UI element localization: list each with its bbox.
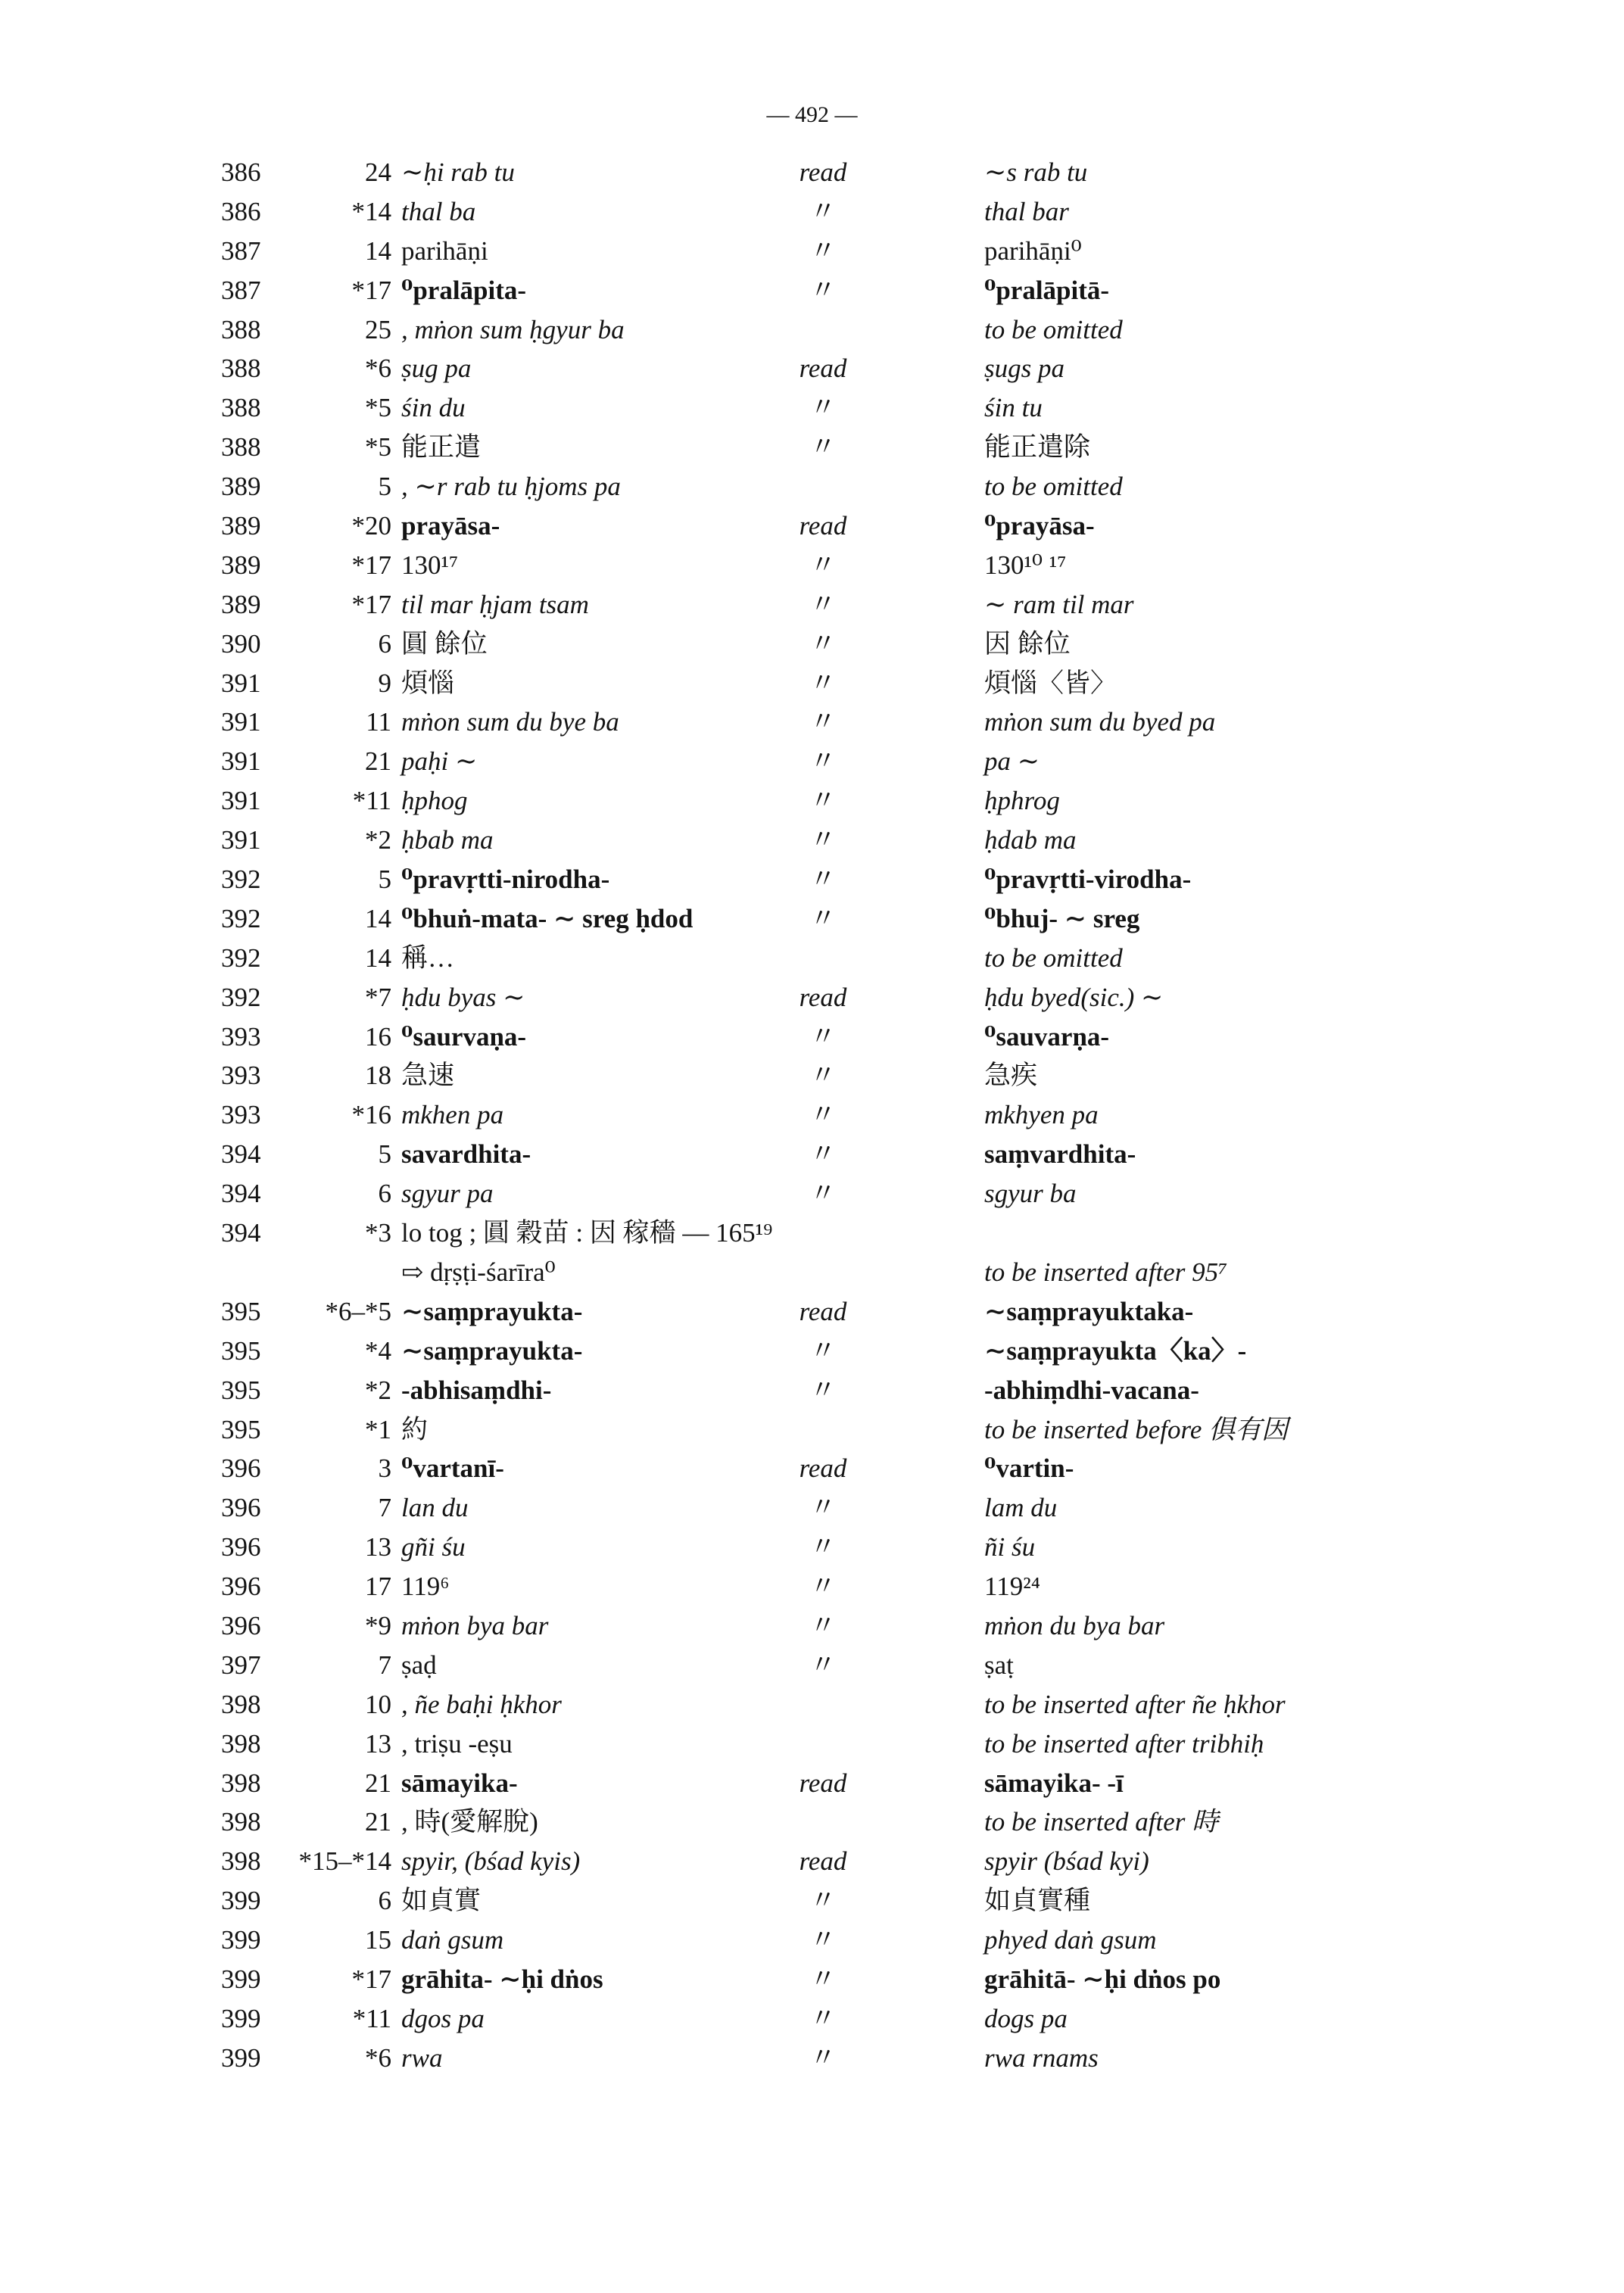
line-number-cell: *17: [351, 589, 391, 619]
wrong-reading-cell: til mar ḥjam tsam: [401, 589, 589, 619]
wrong-reading-cell: ḥdu byas ∼: [401, 982, 525, 1012]
wrong-reading-cell: lan du: [401, 1493, 469, 1523]
errata-row: [0, 388, 1624, 428]
errata-row: [0, 232, 1624, 271]
correct-reading-cell: 如貞實種: [984, 1886, 1091, 1916]
read-mark-cell: read: [799, 1296, 847, 1326]
read-mark-cell: read: [799, 1846, 847, 1877]
correct-reading-cell: rwa rnams: [984, 2042, 1099, 2073]
correct-reading-cell: to be omitted: [984, 942, 1123, 973]
errata-row: [0, 1528, 1624, 1567]
page-number-cell: 386: [221, 157, 261, 187]
read-mark-cell: read: [799, 1768, 847, 1798]
line-number-cell: *3: [365, 1218, 391, 1248]
page-number-cell: 392: [221, 865, 261, 895]
errata-row: [0, 546, 1624, 585]
correct-reading-cell: ḥphrog: [984, 786, 1060, 816]
correct-reading-cell: 能正遣除: [984, 432, 1091, 463]
line-number-cell: *6: [365, 354, 391, 384]
errata-row: [0, 1724, 1624, 1764]
correct-reading-cell: ∼saṃprayuktaka-: [984, 1296, 1194, 1326]
page-number-cell: 389: [221, 550, 261, 580]
correct-reading-cell: saṃvardhita-: [984, 1139, 1136, 1170]
wrong-reading-cell: ∼saṃprayukta-: [401, 1296, 583, 1326]
page-number-cell: 398: [221, 1846, 261, 1877]
page-number-cell: 399: [221, 1964, 261, 1994]
read-mark-cell: 〃: [809, 196, 837, 226]
read-mark-cell: 〃: [809, 1021, 837, 1051]
read-mark-cell: read: [799, 982, 847, 1012]
errata-row: [0, 1842, 1624, 1881]
page-number-cell: 391: [221, 786, 261, 816]
wrong-reading-cell: sāmayika-: [401, 1768, 518, 1798]
wrong-reading-cell: ⁰saurvaṇa-: [401, 1021, 527, 1051]
errata-row: [0, 1174, 1624, 1213]
errata-row: [0, 153, 1624, 192]
read-mark-cell: 〃: [809, 1532, 837, 1562]
page-number-cell: 392: [221, 903, 261, 933]
correct-reading-cell: grāhitā- ∼ḥi dṅos po: [984, 1964, 1221, 1994]
correct-reading-cell: 130¹⁰ ¹⁷: [984, 550, 1067, 580]
correct-reading-cell: ∼saṃprayukta〈ka〉-: [984, 1335, 1247, 1366]
read-mark-cell: 〃: [809, 432, 837, 463]
line-number-cell: *4: [365, 1335, 391, 1366]
page-number-cell: 388: [221, 314, 261, 344]
page-number-cell: 391: [221, 707, 261, 737]
wrong-reading-cell: -abhisaṃdhi-: [401, 1375, 552, 1405]
errata-row: [0, 1567, 1624, 1606]
page-number-cell: 394: [221, 1139, 261, 1170]
line-number-cell: *7: [365, 982, 391, 1012]
errata-row: [0, 271, 1624, 310]
wrong-reading-cell: 如貞實: [401, 1886, 482, 1916]
correct-reading-cell: phyed daṅ gsum: [984, 1925, 1157, 1955]
correct-reading-cell: ⁰sauvarṇa-: [984, 1021, 1110, 1051]
read-mark-cell: 〃: [809, 668, 837, 698]
wrong-reading-cell: ⁰vartanī-: [401, 1453, 504, 1484]
errata-row: [0, 1646, 1624, 1685]
wrong-reading-cell: sgyur pa: [401, 1179, 494, 1209]
line-number-cell: 16: [365, 1021, 391, 1051]
read-mark-cell: 〃: [809, 1335, 837, 1366]
correct-reading-cell: 煩惱〈皆〉: [984, 668, 1117, 698]
correct-reading-cell: ⁰pralāpitā-: [984, 275, 1110, 305]
errata-row: [0, 703, 1624, 742]
wrong-reading-cell: mṅon bya bar: [401, 1610, 549, 1640]
wrong-reading-cell: ⁰bhuṅ-mata- ∼ sreg ḥdod: [401, 903, 694, 933]
correct-reading-cell: mkhyen pa: [984, 1100, 1099, 1130]
line-number-cell: *17: [351, 550, 391, 580]
page-number-cell: 399: [221, 1925, 261, 1955]
line-number-cell: 5: [378, 1139, 391, 1170]
wrong-reading-cell: 煩惱: [401, 668, 455, 698]
page-number-cell: 399: [221, 1886, 261, 1916]
errata-row: [0, 939, 1624, 978]
wrong-reading-cell: ⁰pravṛtti-nirodha-: [401, 865, 610, 895]
page-number-cell: 389: [221, 472, 261, 502]
page-number-cell: 393: [221, 1061, 261, 1091]
page-number-cell: 389: [221, 511, 261, 541]
page-number-cell: 396: [221, 1610, 261, 1640]
errata-row: [0, 1253, 1624, 1292]
line-number-cell: 6: [378, 628, 391, 659]
page-number-cell: 388: [221, 432, 261, 463]
line-number-cell: 25: [365, 314, 391, 344]
wrong-reading-cell: 圓 餘位: [401, 628, 488, 659]
correct-reading-cell: śin tu: [984, 393, 1043, 423]
errata-row: [0, 506, 1624, 546]
read-mark-cell: 〃: [809, 1179, 837, 1209]
line-number-cell: *16: [351, 1100, 391, 1130]
page-number-cell: 388: [221, 393, 261, 423]
line-number-cell: 14: [365, 903, 391, 933]
errata-row: [0, 899, 1624, 939]
errata-row: [0, 1213, 1624, 1253]
correct-reading-cell: ∼ ram til mar: [984, 589, 1134, 619]
wrong-reading-cell: ṣaḍ: [401, 1650, 437, 1680]
read-mark-cell: 〃: [809, 865, 837, 895]
line-number-cell: 6: [378, 1886, 391, 1916]
errata-row: [0, 1332, 1624, 1371]
page-number-cell: 393: [221, 1021, 261, 1051]
line-number-cell: 21: [365, 1807, 391, 1837]
errata-row: [0, 1056, 1624, 1095]
errata-row: [0, 1606, 1624, 1646]
errata-row: [0, 2039, 1624, 2078]
page-number-cell: 398: [221, 1728, 261, 1759]
page-number-cell: 395: [221, 1375, 261, 1405]
correct-reading-cell: ⁰prayāsa-: [984, 511, 1095, 541]
page-number-cell: 387: [221, 275, 261, 305]
errata-row: [0, 1960, 1624, 1999]
read-mark-cell: 〃: [809, 1650, 837, 1680]
line-number-cell: 7: [378, 1650, 391, 1680]
correct-reading-cell: ⁰bhuj- ∼ sreg: [984, 903, 1140, 933]
errata-row: [0, 1135, 1624, 1174]
errata-row: [0, 1488, 1624, 1528]
read-mark-cell: 〃: [809, 275, 837, 305]
wrong-reading-cell: mṅon sum du bye ba: [401, 707, 619, 737]
page-number-cell: 387: [221, 235, 261, 266]
line-number-cell: 6: [378, 1179, 391, 1209]
wrong-reading-cell: prayāsa-: [401, 511, 500, 541]
line-number-cell: 24: [365, 157, 391, 187]
line-number-cell: 21: [365, 1768, 391, 1798]
errata-row: [0, 1292, 1624, 1332]
page-number-cell: 390: [221, 628, 261, 659]
read-mark-cell: 〃: [809, 1925, 837, 1955]
correct-reading-cell: to be omitted: [984, 314, 1123, 344]
line-number-cell: 13: [365, 1728, 391, 1759]
read-mark-cell: 〃: [809, 628, 837, 659]
read-mark-cell: 〃: [809, 550, 837, 580]
line-number-cell: *5: [365, 432, 391, 463]
wrong-reading-cell: daṅ gsum: [401, 1925, 504, 1955]
read-mark-cell: 〃: [809, 707, 837, 737]
correct-reading-cell: dogs pa: [984, 2003, 1068, 2033]
correct-reading-cell: lam du: [984, 1493, 1058, 1523]
wrong-reading-cell: ∼ḥi rab tu: [401, 157, 515, 187]
line-number-cell: *5: [365, 393, 391, 423]
page-number-cell: 391: [221, 746, 261, 777]
read-mark-cell: read: [799, 1453, 847, 1484]
line-number-cell: *9: [365, 1610, 391, 1640]
line-number-cell: 10: [365, 1689, 391, 1719]
errata-row: [0, 1921, 1624, 1960]
line-number-cell: 3: [378, 1453, 391, 1484]
line-number-cell: 5: [378, 472, 391, 502]
wrong-reading-cell: savardhita-: [401, 1139, 531, 1170]
page-number-cell: 396: [221, 1493, 261, 1523]
line-number-cell: 7: [378, 1493, 391, 1523]
errata-row: [0, 428, 1624, 467]
page-number-cell: 386: [221, 196, 261, 226]
correct-reading-cell: ḥdu byed(sic.) ∼: [984, 982, 1164, 1012]
wrong-reading-cell: , ñe baḥi ḥkhor: [401, 1689, 562, 1719]
read-mark-cell: 〃: [809, 1493, 837, 1523]
line-number-cell: *2: [365, 825, 391, 855]
errata-row: [0, 192, 1624, 232]
page-number-cell: 395: [221, 1296, 261, 1326]
wrong-reading-cell: grāhita- ∼ḥi dṅos: [401, 1964, 603, 1994]
line-number-cell: *14: [351, 196, 391, 226]
errata-row: [0, 1764, 1624, 1803]
page-number-cell: 388: [221, 354, 261, 384]
correct-reading-cell: to be inserted after tribhiḥ: [984, 1728, 1264, 1759]
correct-reading-cell: mṅon du bya bar: [984, 1610, 1165, 1640]
errata-row: [0, 1881, 1624, 1921]
line-number-cell: *1: [365, 1414, 391, 1444]
read-mark-cell: 〃: [809, 1572, 837, 1602]
correct-reading-cell: ñi śu: [984, 1532, 1036, 1562]
wrong-reading-cell: rwa: [401, 2042, 443, 2073]
wrong-reading-cell: ṣug pa: [401, 354, 472, 384]
wrong-reading-cell: , triṣu -eṣu: [401, 1728, 513, 1759]
errata-row: [0, 1449, 1624, 1488]
line-number-cell: 18: [365, 1061, 391, 1091]
line-number-cell: *15–*14: [298, 1846, 391, 1877]
line-number-cell: 17: [365, 1572, 391, 1602]
page-number-cell: 398: [221, 1768, 261, 1798]
page-number-cell: 395: [221, 1414, 261, 1444]
line-number-cell: *11: [352, 2003, 391, 2033]
page-number-cell: 394: [221, 1218, 261, 1248]
read-mark-cell: 〃: [809, 2003, 837, 2033]
correct-reading-cell: ∼s rab tu: [984, 157, 1088, 187]
correct-reading-cell: sgyur ba: [984, 1179, 1077, 1209]
wrong-reading-cell: ⁰pralāpita-: [401, 275, 527, 305]
errata-row: [0, 860, 1624, 899]
errata-row: [0, 349, 1624, 388]
page-number-cell: 396: [221, 1572, 261, 1602]
page-number-cell: 399: [221, 2042, 261, 2073]
page-number: — 492 —: [766, 102, 858, 127]
errata-row: [0, 821, 1624, 860]
wrong-reading-cell: spyir, (bśad kyis): [401, 1846, 581, 1877]
read-mark-cell: 〃: [809, 1964, 837, 1994]
wrong-reading-cell: ḥphog: [401, 786, 468, 816]
correct-reading-cell: to be inserted after 時: [984, 1807, 1219, 1837]
line-number-cell: 13: [365, 1532, 391, 1562]
line-number-cell: *17: [351, 275, 391, 305]
page-number-cell: 391: [221, 668, 261, 698]
wrong-reading-cell: , mṅon sum ḥgyur ba: [401, 314, 625, 344]
correct-reading-cell: ⁰vartin-: [984, 1453, 1074, 1484]
correct-reading-cell: 119²⁴: [984, 1572, 1040, 1602]
correct-reading-cell: ḥdab ma: [984, 825, 1077, 855]
wrong-reading-cell: 能正遣: [401, 432, 482, 463]
read-mark-cell: 〃: [809, 786, 837, 816]
read-mark-cell: 〃: [809, 1610, 837, 1640]
read-mark-cell: 〃: [809, 235, 837, 266]
wrong-reading-cell: 急速: [401, 1061, 455, 1091]
read-mark-cell: 〃: [809, 589, 837, 619]
line-number-cell: *17: [351, 1964, 391, 1994]
read-mark-cell: 〃: [809, 1139, 837, 1170]
correct-reading-cell: to be omitted: [984, 472, 1123, 502]
errata-row: [0, 664, 1624, 703]
line-number-cell: *2: [365, 1375, 391, 1405]
wrong-reading-cell: ∼saṃprayukta-: [401, 1335, 583, 1366]
wrong-reading-cell: 稱…: [401, 942, 455, 973]
line-number-cell: *20: [351, 511, 391, 541]
page-number-cell: 393: [221, 1100, 261, 1130]
correct-reading-cell: mṅon sum du byed pa: [984, 707, 1216, 737]
read-mark-cell: 〃: [809, 2042, 837, 2073]
wrong-reading-cell: gñi śu: [401, 1532, 466, 1562]
errata-row: [0, 1685, 1624, 1724]
correct-reading-cell: to be inserted after 95⁷: [984, 1257, 1228, 1287]
page-number-cell: 396: [221, 1532, 261, 1562]
read-mark-cell: read: [799, 354, 847, 384]
line-number-cell: *11: [352, 786, 391, 816]
correct-reading-cell: to be inserted before 俱有因: [984, 1414, 1289, 1444]
correct-reading-cell: pa ∼: [984, 746, 1040, 777]
page-number-cell: 391: [221, 825, 261, 855]
wrong-reading-cell: lo tog ; 圓 穀苗 : 因 稼穡 — 165¹⁹: [401, 1218, 773, 1248]
read-mark-cell: 〃: [809, 825, 837, 855]
correct-reading-cell: thal bar: [984, 196, 1069, 226]
correct-reading-cell: ṣugs pa: [984, 354, 1064, 384]
wrong-reading-cell: parihāṇi: [401, 235, 488, 266]
wrong-reading-cell: ḥbab ma: [401, 825, 494, 855]
page-number-cell: 399: [221, 2003, 261, 2033]
correct-reading-cell: ṣaṭ: [984, 1650, 1014, 1680]
wrong-reading-cell: ⇨ dṛṣṭi-śarīra⁰: [401, 1257, 556, 1287]
wrong-reading-cell: 119⁶: [401, 1572, 450, 1602]
read-mark-cell: 〃: [809, 1061, 837, 1091]
errata-row: [0, 585, 1624, 625]
correct-reading-cell: to be inserted after ñe ḥkhor: [984, 1689, 1286, 1719]
errata-row: [0, 781, 1624, 821]
wrong-reading-cell: thal ba: [401, 196, 476, 226]
page-number-cell: 398: [221, 1807, 261, 1837]
line-number-cell: 14: [365, 235, 391, 266]
errata-row: [0, 1095, 1624, 1135]
errata-row: [0, 742, 1624, 781]
errata-row: [0, 625, 1624, 664]
read-mark-cell: 〃: [809, 1375, 837, 1405]
errata-table: [0, 153, 1624, 2078]
wrong-reading-cell: , 時(愛解脫): [401, 1807, 538, 1837]
correct-reading-cell: parihāṇi⁰: [984, 235, 1082, 266]
errata-row: [0, 1371, 1624, 1410]
wrong-reading-cell: , ∼r rab tu ḥjoms pa: [401, 472, 621, 502]
page-number-cell: 397: [221, 1650, 261, 1680]
page-number-cell: 398: [221, 1689, 261, 1719]
page-number-cell: 392: [221, 942, 261, 973]
read-mark-cell: 〃: [809, 746, 837, 777]
correct-reading-cell: 急疾: [984, 1061, 1038, 1091]
read-mark-cell: read: [799, 157, 847, 187]
page-number-cell: 395: [221, 1335, 261, 1366]
errata-row: [0, 1999, 1624, 2039]
line-number-cell: *6: [365, 2042, 391, 2073]
page-number-cell: 389: [221, 589, 261, 619]
line-number-cell: 11: [366, 707, 391, 737]
line-number-cell: 5: [378, 865, 391, 895]
errata-row: [0, 1802, 1624, 1842]
correct-reading-cell: spyir (bśad kyi): [984, 1846, 1149, 1877]
correct-reading-cell: ⁰pravṛtti-virodha-: [984, 865, 1192, 895]
errata-row: [0, 467, 1624, 506]
read-mark-cell: 〃: [809, 393, 837, 423]
line-number-cell: 15: [365, 1925, 391, 1955]
read-mark-cell: 〃: [809, 903, 837, 933]
correct-reading-cell: -abhiṃdhi-vacana-: [984, 1375, 1199, 1405]
read-mark-cell: 〃: [809, 1100, 837, 1130]
line-number-cell: 9: [378, 668, 391, 698]
read-mark-cell: 〃: [809, 1886, 837, 1916]
wrong-reading-cell: mkhen pa: [401, 1100, 504, 1130]
wrong-reading-cell: 約: [401, 1414, 429, 1444]
wrong-reading-cell: paḥi ∼: [401, 746, 478, 777]
page-number-cell: 394: [221, 1179, 261, 1209]
errata-row: [0, 310, 1624, 350]
line-number-cell: *6–*5: [325, 1296, 391, 1326]
errata-row: [0, 1410, 1624, 1450]
page-number-cell: 396: [221, 1453, 261, 1484]
wrong-reading-cell: 130¹⁷: [401, 550, 459, 580]
correct-reading-cell: 因 餘位: [984, 628, 1071, 659]
errata-row: [0, 978, 1624, 1017]
line-number-cell: 14: [365, 942, 391, 973]
correct-reading-cell: sāmayika- -ī: [984, 1768, 1124, 1798]
page-number-cell: 392: [221, 982, 261, 1012]
read-mark-cell: read: [799, 511, 847, 541]
wrong-reading-cell: dgos pa: [401, 2003, 485, 2033]
wrong-reading-cell: śin du: [401, 393, 466, 423]
errata-row: [0, 1017, 1624, 1057]
line-number-cell: 21: [365, 746, 391, 777]
